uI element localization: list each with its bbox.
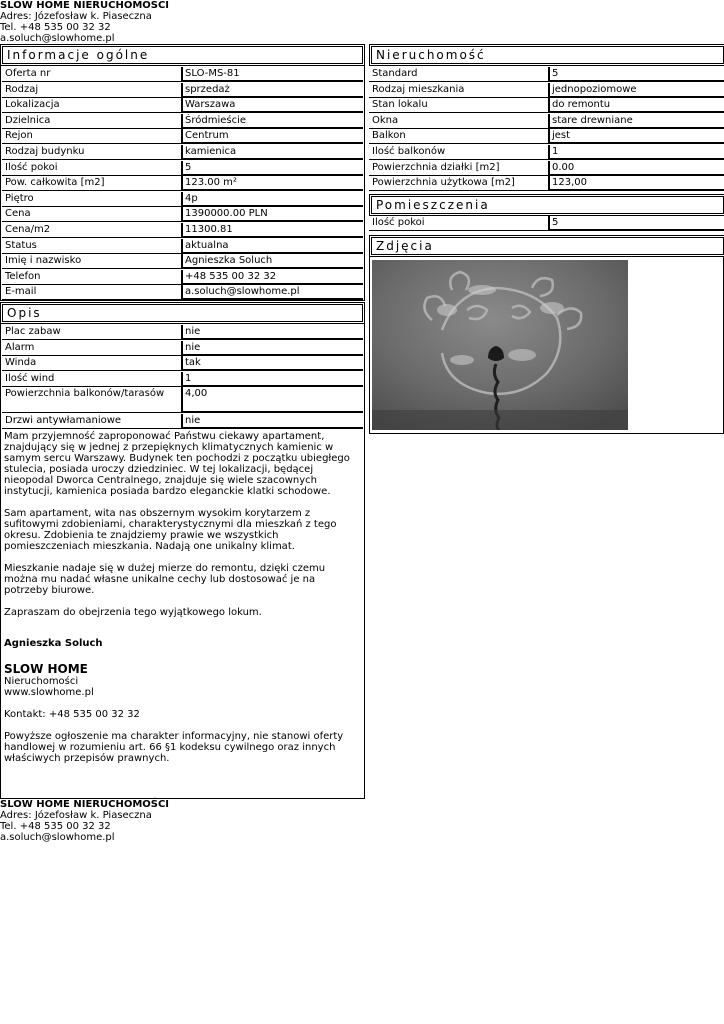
disclaimer: Powyższe ogłoszenie ma charakter informacyjny, nie stanowi oferty handlowej w rozumieniu art. 66 §1 kodeksu cywilnego oraz innych właściwych przepisów prawnych. xyxy=(4,731,344,764)
property-section-title: Nieruchomość xyxy=(371,46,724,64)
general-section-title: Informacje ogólne xyxy=(2,46,363,64)
table-row xyxy=(2,114,363,129)
ceiling-photo-image xyxy=(372,260,628,430)
table-row xyxy=(369,98,724,113)
brand-name: SLOW HOME xyxy=(4,662,88,676)
row-value: 5 xyxy=(182,161,363,176)
table-row xyxy=(2,254,363,269)
table-row xyxy=(2,98,363,113)
row-value: nie xyxy=(182,325,363,340)
table-row xyxy=(2,387,363,413)
row-label: Rodzaj budynku xyxy=(2,145,182,160)
agency-address: Adres: Józefosław k. Piaseczna xyxy=(0,810,152,821)
agency-header xyxy=(0,0,169,44)
row-value: kamienica xyxy=(182,145,363,160)
row-label: Lokalizacja xyxy=(2,98,182,113)
row-label: Powierzchnia użytkowa [m2] xyxy=(369,176,549,191)
table-row xyxy=(2,67,363,82)
row-label: Okna xyxy=(369,114,549,129)
table-row xyxy=(2,223,363,238)
table-row xyxy=(2,176,363,191)
row-label: Rodzaj xyxy=(2,83,182,98)
row-value: SLO-MS-81 xyxy=(182,67,363,82)
agency-email[interactable]: a.soluch@slowhome.pl xyxy=(0,832,115,843)
row-label: Standard xyxy=(369,67,549,82)
row-value: aktualna xyxy=(182,239,363,254)
description-paragraph: Mam przyjemność zaproponować Państwu ciekawy apartament, znajdujący się w jednej z przepięknych klimatycznych kamienic w samym sercu Warszawy. Budynek ten pochodzi z początku ubiegłego stulecia, posiada uroczy dziedziniec. W tej lokalizacji, będącej nieopodal Dworca Centralnego, znajduje się wiele szacownych instytucji, kamienica posiada bardzo eleganckie klatki schodowe. xyxy=(4,431,350,497)
row-label: Winda xyxy=(2,356,182,371)
row-value: jest xyxy=(549,129,724,144)
agency-phone: Tel. +48 535 00 32 32 xyxy=(0,821,111,832)
table-row xyxy=(369,114,724,129)
row-value: 5 xyxy=(549,67,724,82)
table-row xyxy=(2,161,363,176)
row-label: Ilość wind xyxy=(2,372,182,387)
row-value: 5 xyxy=(549,216,724,231)
table-row xyxy=(2,270,363,285)
row-value: 1 xyxy=(549,145,724,160)
description-text xyxy=(4,431,360,775)
row-value: 0.00 xyxy=(549,161,724,176)
row-value: nie xyxy=(182,341,363,356)
agency-address: Adres: Józefosław k. Piaseczna xyxy=(0,11,152,22)
row-value: 123.00 m² xyxy=(182,176,363,191)
row-value: 123,00 xyxy=(549,176,724,191)
row-label: Ilość balkonów xyxy=(369,145,549,160)
row-value: Centrum xyxy=(182,129,363,144)
table-row xyxy=(2,325,363,340)
row-value: stare drewniane xyxy=(549,114,724,129)
table-row xyxy=(2,341,363,356)
row-label: Status xyxy=(2,239,182,254)
photos-section-title: Zdjęcia xyxy=(371,237,724,255)
table-row xyxy=(2,129,363,144)
row-value: 1 xyxy=(182,372,363,387)
table-row xyxy=(2,192,363,207)
row-value: do remontu xyxy=(549,98,724,113)
row-label: Powierzchnia balkonów/tarasów xyxy=(2,387,182,413)
row-value: Śródmieście xyxy=(182,114,363,129)
row-value: 4p xyxy=(182,192,363,207)
row-label: Stan lokalu xyxy=(369,98,549,113)
table-row xyxy=(2,207,363,222)
agency-phone: Tel. +48 535 00 32 32 xyxy=(0,22,111,33)
row-label: Rodzaj mieszkania xyxy=(369,83,549,98)
row-label: E-mail xyxy=(2,285,182,300)
table-row xyxy=(369,67,724,82)
table-row xyxy=(369,129,724,144)
row-label: Cena xyxy=(2,207,182,222)
website-link[interactable]: www.slowhome.pl xyxy=(4,687,94,698)
description-paragraph: Mieszkanie nadaje się w dużej mierze do remontu, dzięki czemu można mu nadać własne unikalne cechy lub dostosować je na potrzeby biurowe. xyxy=(4,563,326,596)
row-value: Warszawa xyxy=(182,98,363,113)
table-row xyxy=(369,176,724,191)
row-label: Plac zabaw xyxy=(2,325,182,340)
row-label: Piętro xyxy=(2,192,182,207)
contact-line: Kontakt: +48 535 00 32 32 xyxy=(4,709,140,720)
row-label: Imię i nazwisko xyxy=(2,254,182,269)
agency-name: SLOW HOME NIERUCHOMOŚCI xyxy=(0,0,170,11)
row-label: Rejon xyxy=(2,129,182,144)
description-paragraph: Sam apartament, wita nas obszernym wysokim korytarzem z sufitowymi zdobieniami, charakterystycznymi dla mieszkań z tego okresu. Zdobienia te znajdziemy prawie we wszystkich pomieszczeniach mieszkania. Nadają one unikalny klimat. xyxy=(4,508,337,552)
row-value: tak xyxy=(182,356,363,371)
row-label: Oferta nr xyxy=(2,67,182,82)
row-label: Powierzchnia działki [m2] xyxy=(369,161,549,176)
table-row xyxy=(2,356,363,371)
agency-email[interactable]: a.soluch@slowhome.pl xyxy=(0,33,115,44)
row-value: 11300.81 xyxy=(182,223,363,238)
row-label: Dzielnica xyxy=(2,114,182,129)
table-row xyxy=(2,372,363,387)
agent-signature: Agnieszka Soluch xyxy=(4,638,103,649)
row-label: Drzwi antywłamaniowe xyxy=(2,414,182,429)
brand-subtitle: Nieruchomości xyxy=(4,676,79,687)
row-label: Alarm xyxy=(2,341,182,356)
row-value: +48 535 00 32 32 xyxy=(182,270,363,285)
description-section-title: Opis xyxy=(2,304,363,322)
description-paragraph: Zapraszam do obejrzenia tego wyjątkowego lokum. xyxy=(4,607,262,618)
row-value: a.soluch@slowhome.pl xyxy=(182,285,363,300)
table-row xyxy=(2,83,363,98)
row-value: sprzedaż xyxy=(182,83,363,98)
row-label: Cena/m2 xyxy=(2,223,182,238)
agency-footer xyxy=(0,799,169,843)
ceiling-rosette-photo[interactable] xyxy=(372,260,628,430)
table-row xyxy=(369,145,724,160)
row-label: Pow. całkowita [m2] xyxy=(2,176,182,191)
table-row xyxy=(369,216,724,231)
table-row xyxy=(2,285,363,300)
row-label: Telefon xyxy=(2,270,182,285)
table-row xyxy=(2,414,363,429)
table-row xyxy=(2,145,363,160)
agency-name: SLOW HOME NIERUCHOMOŚCI xyxy=(0,799,170,810)
row-value: jednopoziomowe xyxy=(549,83,724,98)
row-label: Ilość pokoi xyxy=(2,161,182,176)
rooms-section-title: Pomieszczenia xyxy=(371,196,724,214)
row-label: Ilość pokoi xyxy=(369,216,549,231)
row-value: 1390000.00 PLN xyxy=(182,207,363,222)
row-value: 4,00 xyxy=(182,387,363,413)
table-row xyxy=(369,161,724,176)
row-label: Balkon xyxy=(369,129,549,144)
row-value: Agnieszka Soluch xyxy=(182,254,363,269)
row-value: nie xyxy=(182,414,363,429)
table-row xyxy=(369,83,724,98)
table-row xyxy=(2,239,363,254)
